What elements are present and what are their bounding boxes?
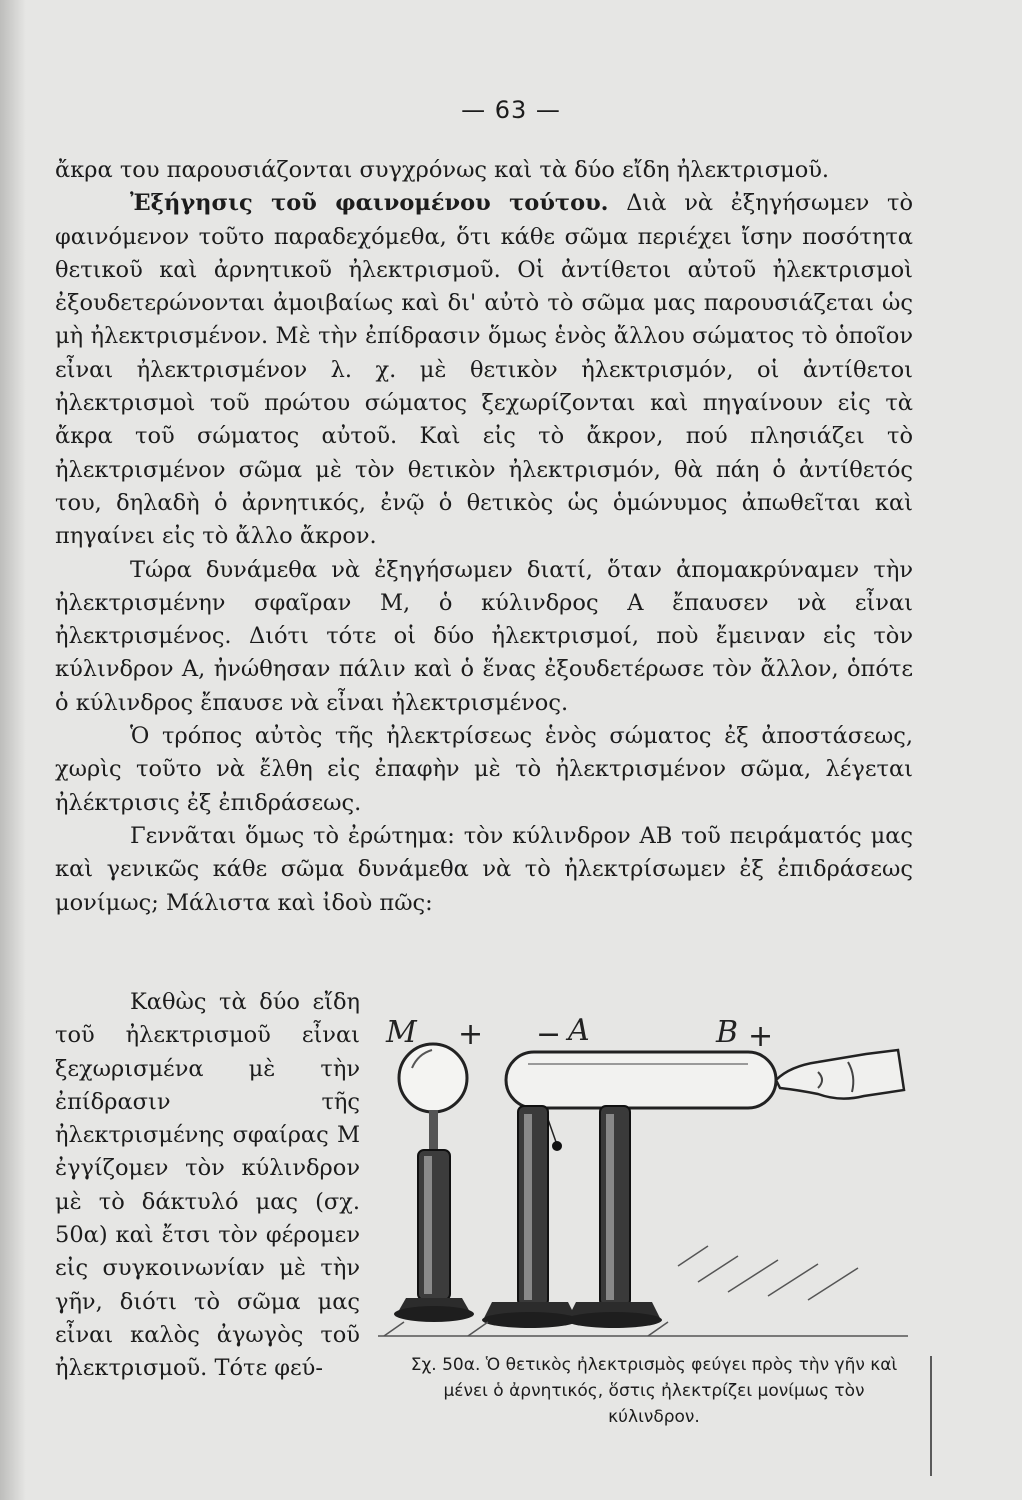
figure-caption: Σχ. 50α. Ὁ θετικὸς ἠλεκτρισμὸς φεύγει πρὸς τὴν γῆν καὶ μένει ὁ ἀρνητικός, ὅστις ἠλεκτρίζει μονίμως τὸν κύλινδρον.	[410, 1355, 898, 1427]
induction-apparatus-illustration	[378, 1006, 908, 1346]
label-a: Α	[568, 1013, 590, 1048]
paragraph-3: Τώρα δυνάμεθα νὰ ἐξηγήσωμεν διατί, ὅταν ἀπομακρύναμεν τὴν ἠλεκτρισμένην σφαῖραν Μ, ὁ κύλινδρος Α ἔπαυσεν νὰ εἶναι ἠλεκτρισμένος. Διότι τότε οἱ δύο ἠλεκτρισμοί, ποὺ ἔμειναν εἰς τὸν κύλινδρον Α, ἠνώθησαν πάλιν καὶ ὁ ἕνας ἐξουδετέρωσε τὸν ἄλλον, ὁπότε ὁ κύλινδρος ἔπαυσε νὰ εἶναι ἠλεκτρισμένος.	[55, 556, 913, 716]
label-m: Μ	[386, 1015, 417, 1050]
paragraph-4: Ὁ τρόπος αὐτὸς τῆς ἠλεκτρίσεως ἑνὸς σώματος ἐξ ἀποστάσεως, χωρὶς τοῦτο νὰ ἔλθη εἰς ἐπαφὴν μὲ τὸ ἠλεκτρισμένον σῶμα, λέγεται ἠλέκτρισις ἐξ ἐπιδράσεως.	[55, 723, 913, 816]
sign-plus-sphere: +	[458, 1017, 484, 1052]
figure-50a	[378, 1006, 908, 1346]
page-number: — 63 —	[461, 96, 561, 124]
paragraph-2-text: Διὰ νὰ ἐξηγήσωμεν τὸ φαινόμενον τοῦτο παραδεχόμεθα, ὅτι κάθε σῶμα περιέχει ἴσην ποσότητα θετικοῦ καὶ ἀρνητικοῦ ἠλεκτρισμοῦ. Οἱ ἀντίθετοι αὐτοῦ ἠλεκτρισμοὶ ἐξουδετερώνονται ἀμοιβαίως καὶ δι' αὐτὸ τὸ σῶμα μας παρουσιάζεται ὡς μὴ ἠλεκτρισμένον. Μὲ τὴν ἐπίδρασιν ὅμως ἑνὸς ἄλλου σώματος τὸ ὁποῖον εἶναι ἠλεκτρισμένον λ. χ. μὲ θετικὸν ἠλεκτρισμόν, οἱ ἀντίθετοι ἠλεκτρισμοὶ τοῦ πρώτου σώματος ξεχωρίζονται καὶ πηγαίνουν εἰς τὰ ἄκρα τοῦ σώματος αὐτοῦ. Καὶ εἰς τὸ ἄκρον, πού πλησιάζει τὸ ἠλεκτρισμένον σῶμα μὲ τὸν θετικὸν ἠλεκτρισμόν, θὰ πάη ὁ ἀντίθετός του, δηλαδὴ ὁ ἀρνητικός, ἐνῷ ὁ θετικὸς ὡς ὁμώνυμος ἀπωθεῖται καὶ πηγαίνει εἰς τὸ ἄλλο ἄκρον.	[55, 190, 913, 550]
hand-touching-cylinder	[776, 1050, 904, 1099]
paragraph-2	[55, 187, 913, 553]
paragraph-5: Γεννᾶται ὅμως τὸ ἐρώτημα: τὸν κύλινδρον ΑΒ τοῦ πειράματός μας καὶ γενικῶς κάθε σῶμα δυνάμεθα νὰ τὸ ἠλεκτρίσωμεν ἐξ ἐπιδράσεως μονίμως; Μάλιστα καὶ ἰδοὺ πῶς:	[55, 822, 913, 916]
margin-line	[930, 1356, 932, 1476]
paragraph-1: ἄκρα του παρουσιάζονται συγχρόνως καὶ τὰ δύο εἴδη ἠλεκτρισμοῦ.	[55, 157, 830, 183]
body-text	[55, 154, 913, 920]
cylinder-ab	[482, 1052, 776, 1328]
paragraph-6: Καθὼς τὰ δύο εἴδη τοῦ ἠλεκτρισμοῦ εἶναι ξεχωρισμένα μὲ τὴν ἐπίδρασιν τῆς ἠλεκτρισμένης σφαίρας Μ ἐγγίζομεν τὸν κύλινδρον μὲ τὸ δάκτυλό μας (σχ. 50α) καὶ ἔτσι τὸν φέρομεν εἰς συγκοινωνίαν μὲ τὴν γῆν, διότι τὸ σῶμα μας εἶναι καλὸς ἀγωγὸς τοῦ ἠλεκτρισμοῦ. Τότε φεύ-	[55, 989, 360, 1382]
label-b: Β	[716, 1015, 739, 1050]
charged-sphere-m	[394, 1044, 474, 1322]
sign-plus-b: +	[748, 1019, 774, 1054]
binding-shadow	[0, 0, 26, 1500]
section-heading: Ἐξήγησις τοῦ φαινομένου τούτου.	[130, 190, 609, 217]
sign-minus-a: −	[536, 1017, 562, 1052]
